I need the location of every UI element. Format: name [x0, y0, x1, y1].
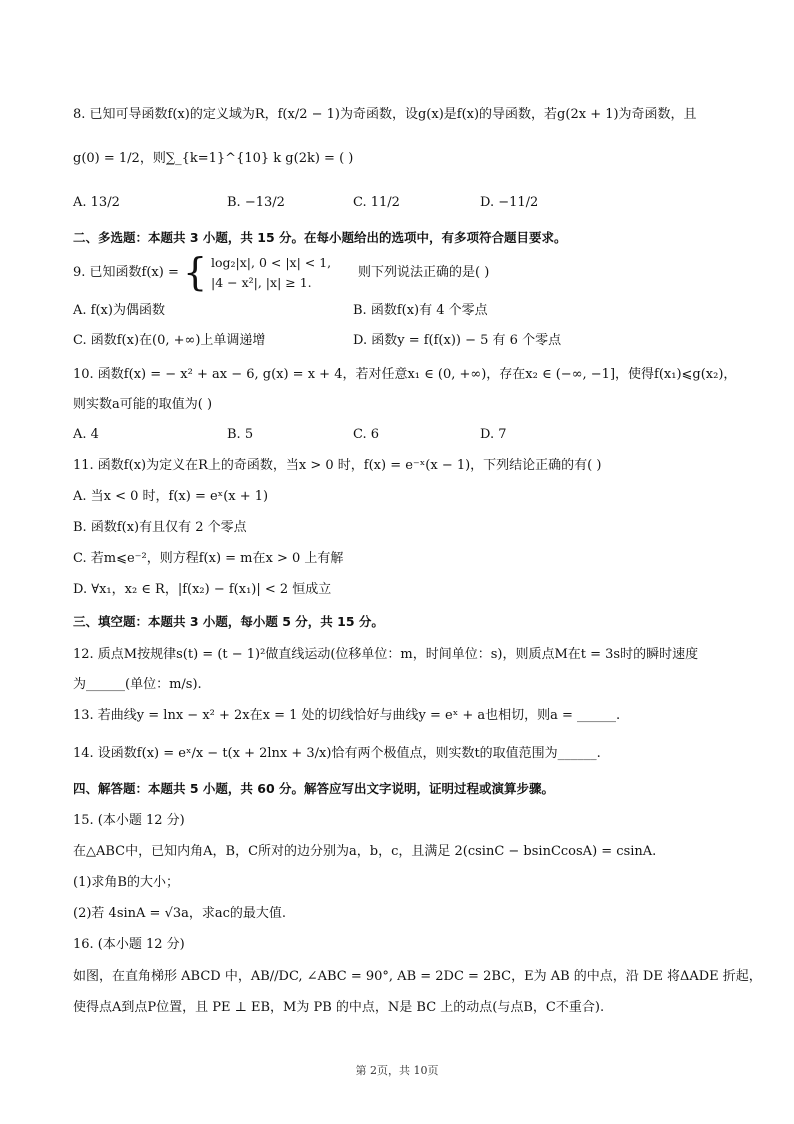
- q8-line2: g(0) = 1/2，则∑_{k=1}^{10} k g(2k) = ( ): [73, 151, 354, 166]
- q16-line2: 使得点A到点P位置，且 PE ⊥ EB，M为 PB 的中点，N是 BC 上的动点(与点B，C不重合).: [73, 1000, 605, 1015]
- q12-line1: 12. 质点M按规律s(t) = (t − 1)²做直线运动(位移单位：m，时间单位：s)，则质点M在t = 3s时的瞬时速度: [73, 647, 699, 662]
- q16-heading: 16. (本小题 12 分): [73, 937, 185, 952]
- q9-option-b: B. 函数f(x)有 4 个零点: [353, 303, 488, 318]
- q10-option-c: C. 6: [353, 427, 380, 442]
- q11-option-a: A. 当x < 0 时，f(x) = eˣ(x + 1): [73, 489, 269, 504]
- q11-option-b: B. 函数f(x)有且仅有 2 个零点: [73, 520, 247, 535]
- q8-line1: 8. 已知可导函数f(x)的定义域为R，f(x/2 − 1)为奇函数，设g(x)是f(x)的导函数，若g(2x + 1)为奇函数，且: [73, 107, 697, 122]
- q10-option-d: D. 7: [480, 427, 507, 442]
- q14-text: 14. 设函数f(x) = eˣ/x − t(x + 2lnx + 3/x)恰有两个极值点，则实数t的取值范围为______.: [73, 746, 601, 761]
- q11-option-d: D. ∀x₁，x₂ ∈ R，|f(x₂) − f(x₁)| < 2 恒成立: [73, 582, 332, 597]
- q8-option-d: D. −11/2: [480, 195, 539, 210]
- q16-line1: 如图，在直角梯形 ABCD 中，AB//DC, ∠ABC = 90°, AB = 2DC = 2BC，E为 AB 的中点，沿 DE 将ΔADE 折起，: [73, 969, 762, 984]
- q9-option-c: C. 函数f(x)在(0, +∞)上单调递增: [73, 333, 266, 348]
- q8-option-c: C. 11/2: [353, 195, 400, 210]
- q12-line2: 为______(单位：m/s).: [73, 677, 202, 692]
- q9-stem-end: 则下列说法正确的是( ): [358, 265, 490, 280]
- q8-option-b: B. −13/2: [227, 195, 285, 210]
- q15-part-1: (1)求角B的大小；: [73, 875, 179, 890]
- q15-heading: 15. (本小题 12 分): [73, 813, 185, 828]
- q10-option-b: B. 5: [227, 427, 254, 442]
- section-heading-solutions: 四、解答题：本题共 5 小题，共 60 分。解答应写出文字说明，证明过程或演算步骤。: [73, 781, 555, 796]
- q9-piece-1: log₂|x|, 0 < |x| < 1,: [211, 255, 332, 270]
- page-number-footer: 第 2页，共 10页: [355, 1064, 439, 1077]
- q9-option-a: A. f(x)为偶函数: [73, 303, 165, 318]
- q11-option-c: C. 若m⩽e⁻²，则方程f(x) = m在x > 0 上有解: [73, 551, 344, 566]
- piecewise-brace: {: [183, 250, 208, 294]
- section-heading-multiple-choice: 二、多选题：本题共 3 小题，共 15 分。在每小题给出的选项中，有多项符合题目要求。: [73, 230, 567, 245]
- section-heading-fill-in: 三、填空题：本题共 3 小题，每小题 5 分，共 15 分。: [73, 614, 384, 629]
- q9-piece-2: |4 − x²|, |x| ≥ 1.: [211, 275, 312, 290]
- q10-line1: 10. 函数f(x) = − x² + ax − 6, g(x) = x + 4，若对任意x₁ ∈ (0, +∞)，存在x₂ ∈ (−∞, −1]，使得f(x₁)⩽g(x₂)，: [73, 367, 737, 382]
- q9-option-d: D. 函数y = f(f(x)) − 5 有 6 个零点: [353, 333, 562, 348]
- q10-option-a: A. 4: [73, 427, 99, 442]
- q15-part-2: (2)若 4sinA = √3a，求ac的最大值.: [73, 906, 287, 921]
- q13-text: 13. 若曲线y = lnx − x² + 2x在x = 1 处的切线恰好与曲线y = eˣ + a也相切，则a = ______.: [73, 708, 621, 723]
- q8-option-a: A. 13/2: [73, 195, 120, 210]
- q10-line2: 则实数a可能的取值为( ): [73, 397, 213, 412]
- q15-stem: 在△ABC中，已知内角A，B，C所对的边分别为a，b，c，且满足 2(csinC − bsinCcosA) = csinA.: [73, 844, 657, 859]
- q11-stem: 11. 函数f(x)为定义在R上的奇函数，当x > 0 时，f(x) = e⁻ˣ(x − 1)，下列结论正确的有( ): [73, 458, 602, 473]
- q9-stem-start: 9. 已知函数f(x) =: [73, 265, 179, 280]
